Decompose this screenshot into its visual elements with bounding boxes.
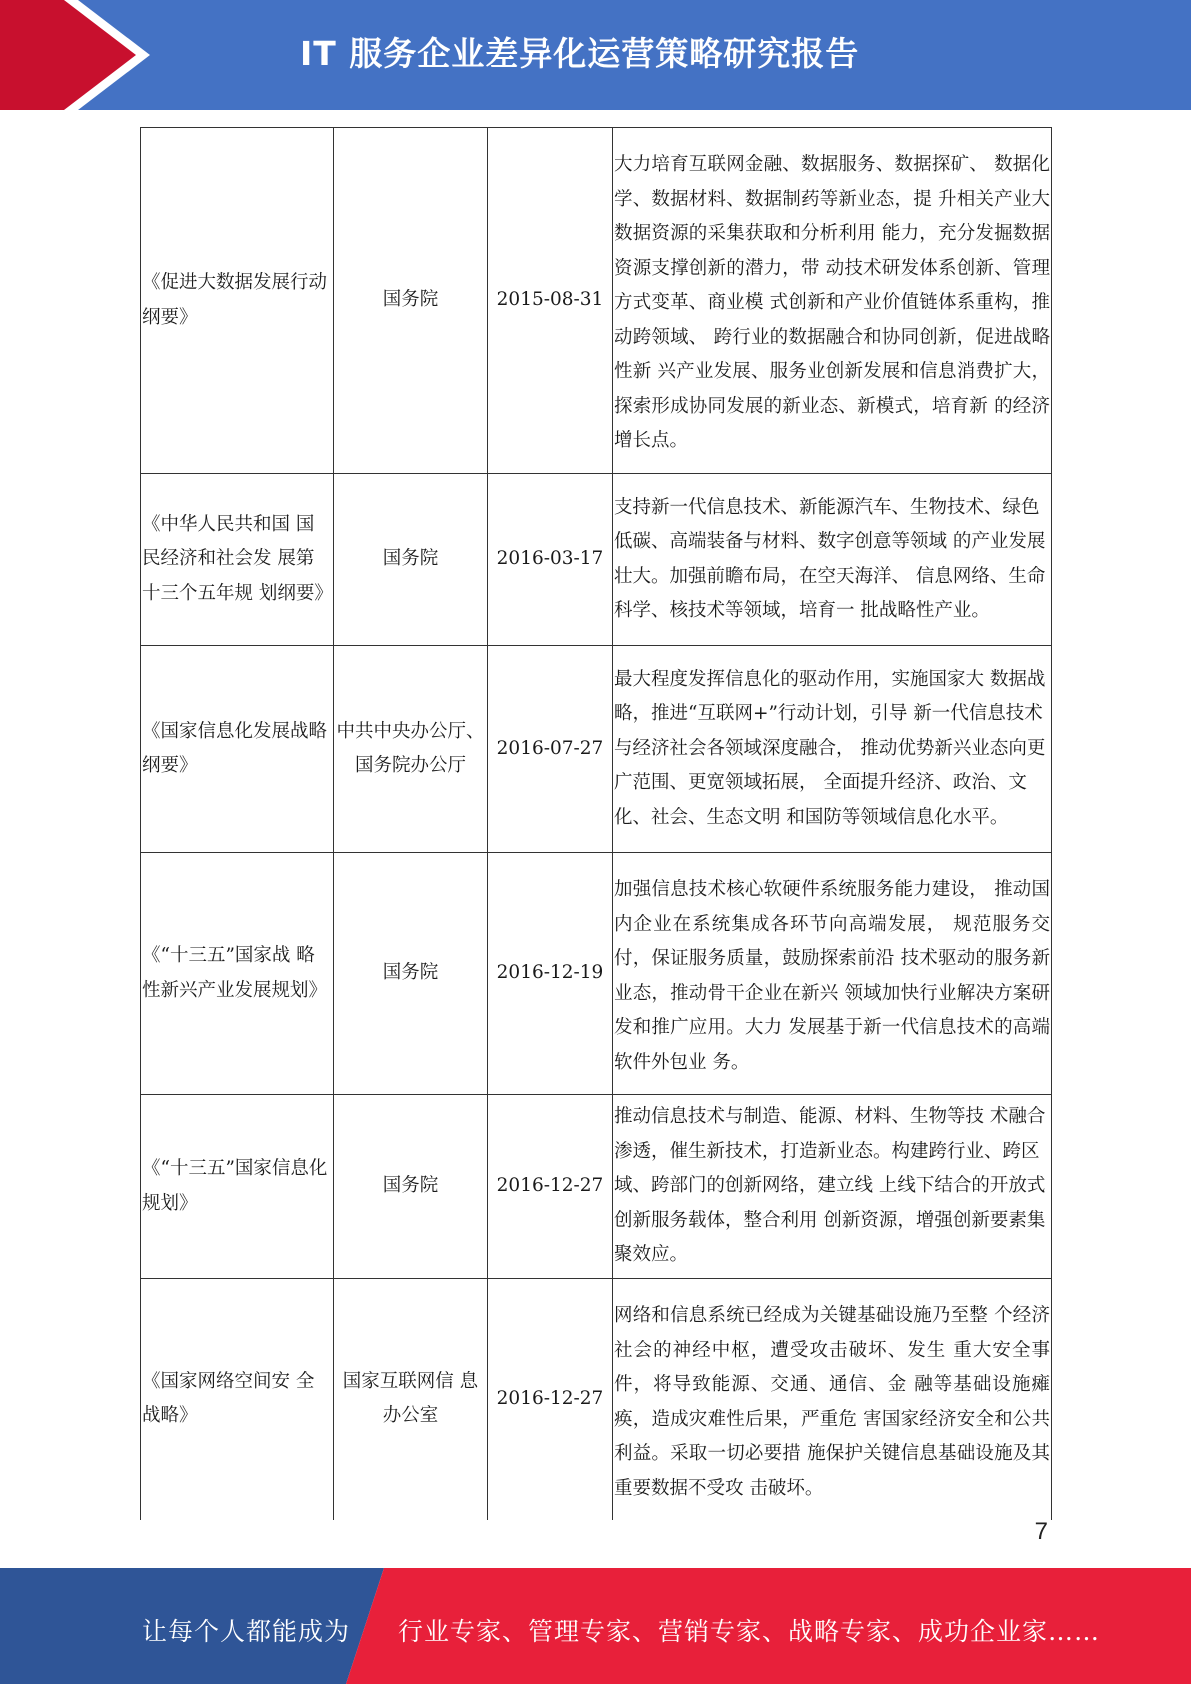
policy-name: 《“十三五”国家信息化规划》	[141, 1095, 334, 1279]
issuing-org: 国务院	[334, 474, 488, 646]
policy-name: 《国家信息化发展战略纲要》	[141, 646, 334, 853]
policy-description: 支持新一代信息技术、新能源汽车、生物技术、绿色低碳、高端装备与材料、数字创意等领域 的产业发展壮大。加强前瞻布局，在空天海洋、 信息网络、生命科学、核技术等领域，培育一 批战略性产业。	[613, 474, 1052, 646]
table-row	[141, 474, 1052, 646]
issuing-org: 国务院	[334, 853, 488, 1095]
policy-name: 《国家网络空间安 全战略》	[141, 1279, 334, 1520]
issue-date: 2016-07-27	[488, 646, 613, 853]
page-header	[0, 0, 1191, 110]
issue-date: 2016-12-19	[488, 853, 613, 1095]
footer-slogan-right: 行业专家、管理专家、营销专家、战略专家、成功企业家……	[398, 1617, 1101, 1646]
report-title: IT 服务企业差异化运营策略研究报告	[300, 34, 860, 73]
policy-table	[140, 127, 1052, 1520]
policy-name: 《中华人民共和国 国民经济和社会发 展第十三个五年规 划纲要》	[141, 474, 334, 646]
policy-name: 《“十三五”国家战 略性新兴产业发展规划》	[141, 853, 334, 1095]
issue-date: 2016-12-27	[488, 1095, 613, 1279]
policy-description: 网络和信息系统已经成为关键基础设施乃至整 个经济社会的神经中枢，遭受攻击破坏、发生 重大安全事件，将导致能源、交通、通信、金 融等基础设施瘫痪，造成灾难性后果，严重危 害国家经济安全和公共利益。采取一切必要措 施保护关键信息基础设施及其重要数据不受攻 击破坏。	[613, 1279, 1052, 1520]
policy-description: 大力培育互联网金融、数据服务、数据探矿、 数据化学、数据材料、数据制药等新业态，提 升相关产业大数据资源的采集获取和分析利用 能力，充分发掘数据资源支撑创新的潜力，带 动技术研发体系创新、管理方式变革、商业模 式创新和产业价值链体系重构，推动跨领域、 跨行业的数据融合和协同创新，促进战略性新 兴产业发展、服务业创新发展和信息消费扩大， 探索形成协同发展的新业态、新模式，培育新 的经济增长点。	[613, 128, 1052, 474]
issuing-org: 国务院	[334, 1095, 488, 1279]
header-arrow-red	[0, 0, 136, 110]
table-row	[141, 128, 1052, 474]
policy-description: 推动信息技术与制造、能源、材料、生物等技 术融合渗透，催生新技术，打造新业态。构建跨行业、跨区域、跨部门的创新网络，建立线 上线下结合的开放式创新服务载体，整合利用 创新资源，增强创新要素集聚效应。	[613, 1095, 1052, 1279]
table-row	[141, 1095, 1052, 1279]
page-number: 7	[1034, 1518, 1048, 1545]
issue-date: 2016-03-17	[488, 474, 613, 646]
policy-description: 加强信息技术核心软硬件系统服务能力建设， 推动国内企业在系统集成各环节向高端发展， 规范服务交付，保证服务质量，鼓励探索前沿 技术驱动的服务新业态，推动骨干企业在新兴 领域加快行业解决方案研发和推广应用。大力 发展基于新一代信息技术的高端软件外包业 务。	[613, 853, 1052, 1095]
footer-slogan-left: 让每个人都能成为	[142, 1617, 351, 1646]
issuing-org: 中共中央办公厅、国务院办公厅	[334, 646, 488, 853]
policy-name: 《促进大数据发展行动纲要》	[141, 128, 334, 474]
issue-date: 2015-08-31	[488, 128, 613, 474]
table-row	[141, 853, 1052, 1095]
issuing-org: 国家互联网信 息办公室	[334, 1279, 488, 1520]
table-row	[141, 646, 1052, 853]
table-row	[141, 1279, 1052, 1520]
header-arrow-decoration	[0, 0, 160, 110]
issuing-org: 国务院	[334, 128, 488, 474]
policy-description: 最大程度发挥信息化的驱动作用，实施国家大 数据战略，推进“互联网+”行动计划，引导 新一代信息技术与经济社会各领域深度融合， 推动优势新兴业态向更广范围、更宽领域拓展， 全面提升经济、政治、文化、社会、生态文明 和国防等领域信息化水平。	[613, 646, 1052, 853]
issue-date: 2016-12-27	[488, 1279, 613, 1520]
